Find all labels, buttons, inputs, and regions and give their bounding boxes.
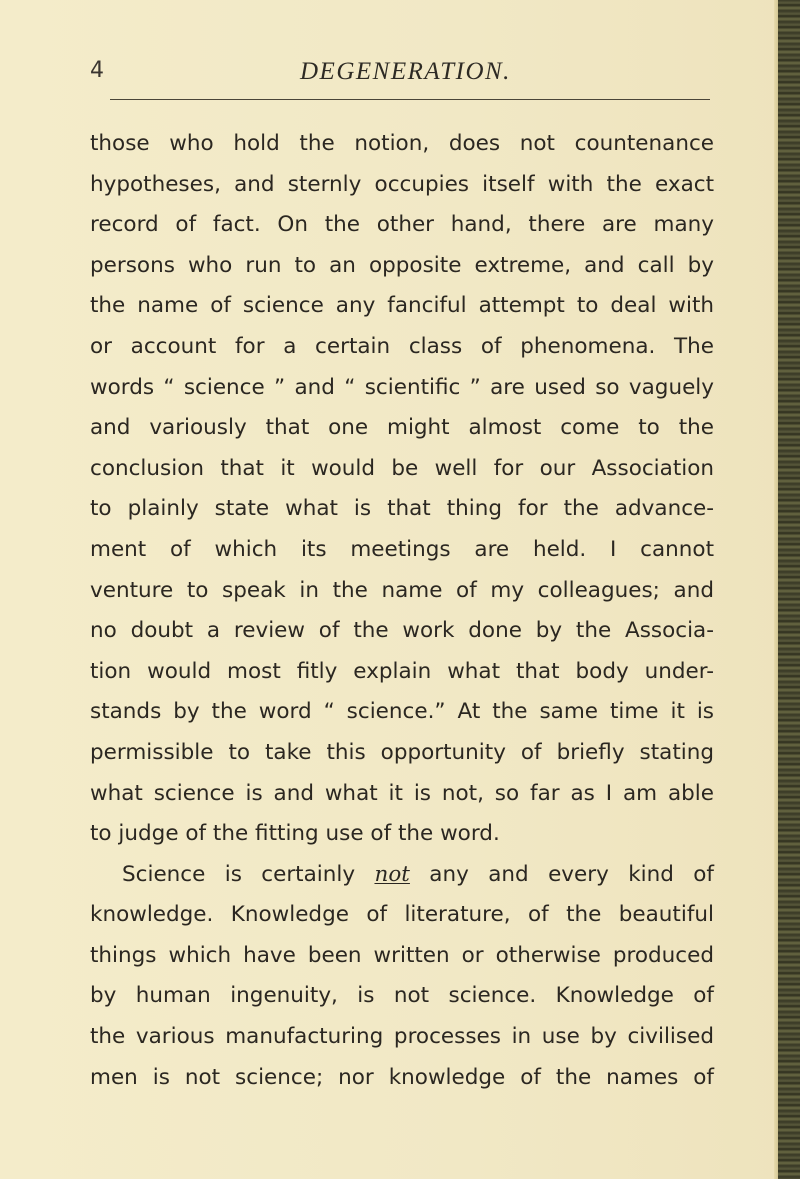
text-fragment: Science is certainly [122,861,375,887]
running-head [90,58,710,98]
header-rule [110,99,710,100]
text-line: the name of science any fanciful attempt to deal with [90,293,714,319]
book-spine-edge [778,0,800,1179]
text-line: what science is and what it is not, so far as I am able [90,780,714,806]
text-line: things which have been written or otherwise produced [90,942,714,968]
paragraph-2 [90,855,714,1099]
emphasis-not: not [374,861,410,887]
text-line: no doubt a review of the work done by the Associa- [90,618,714,644]
text-line: knowledge. Knowledge of literature, of the beautiful [90,902,714,928]
text-line: hypotheses, and sternly occupies itself with the exact [90,171,714,197]
running-title: DEGENERATION. [300,58,511,85]
text-line: and variously that one might almost come to the [90,415,714,441]
text-fragment: any and every kind of [409,861,715,887]
text-line: permissible to take this opportunity of briefly stating [90,739,714,765]
text-line: record of fact. On the other hand, there are many [90,212,714,238]
text-line: those who hold the notion, does not countenance [90,131,714,156]
body-text [90,124,714,1098]
text-line: by human ingenuity, is not science. Knowledge of [90,983,714,1009]
text-line: to judge of the fitting use of the word. [90,821,500,847]
text-line: or account for a certain class of phenomena. The [90,333,714,359]
text-line: venture to speak in the name of my colleagues; and [90,577,714,603]
text-line [90,855,714,896]
text-line: words “ science ” and “ scientific ” are used so vaguely [90,374,714,400]
text-line: men is not science; nor knowledge of the names of [90,1064,714,1090]
text-line: to plainly state what is that thing for the advance- [90,496,714,522]
paragraph-1 [90,124,714,855]
page-number: 4 [90,58,104,83]
text-line: stands by the word “ science.” At the same time it is [90,699,714,725]
text-line: persons who run to an opposite extreme, and call by [90,252,714,278]
text-line: ment of which its meetings are held. I cannot [90,536,714,562]
text-line: the various manufacturing processes in use by civilised [90,1024,714,1050]
text-line: tion would most fitly explain what that body under- [90,658,714,684]
text-line: conclusion that it would be well for our Association [90,455,714,481]
